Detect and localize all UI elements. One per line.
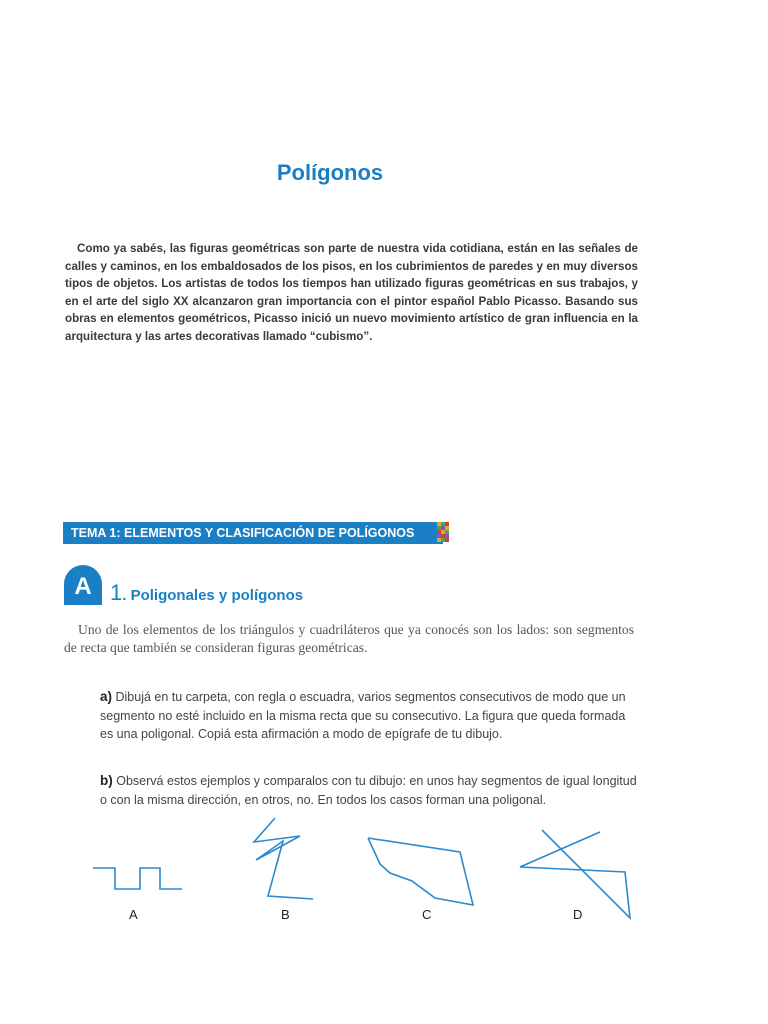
- exercise-a: [100, 688, 640, 744]
- exercise-b-label: b): [100, 773, 113, 788]
- polygonal-c: [368, 838, 473, 905]
- polygonal-a: [93, 868, 182, 889]
- exercise-a-label: a): [100, 689, 113, 704]
- polygonal-d: [520, 830, 630, 918]
- exercise-b: [100, 772, 640, 809]
- figure-label-b: B: [281, 907, 290, 922]
- page-title: Polígonos: [276, 160, 384, 185]
- body-paragraph: Uno de los elementos de los triángulos y cuadriláteros que ya conocés son los lados: son segmentos de recta que también se consideran figuras geométricas.: [64, 622, 634, 655]
- mosaic-decoration: [437, 522, 449, 544]
- polygonal-figures: [0, 810, 768, 950]
- figure-label-a: A: [129, 907, 138, 922]
- section-badge: A: [64, 565, 102, 605]
- exercise-a-text: Dibujá en tu carpeta, con regla o escuadra, varios segmentos consecutivos de modo que un segmento no esté incluido en la misma recta que su consecutivo. La figura que queda formada es una poligonal. Copiá esta afirmación a modo de epígrafe de tu dibujo.: [100, 690, 626, 741]
- figure-label-d: D: [573, 907, 583, 922]
- section-number: 1: [110, 580, 123, 605]
- intro-paragraph: Como ya sabés, las figuras geométricas son parte de nuestra vida cotidiana, están en las señales de calles y caminos, en los embaldosados de los pisos, en los cubrimientos de paredes y en muy diversos tipos de objetos. Los artistas de todos los tiempos han utilizado figuras geométricas en sus trabajos, y en el arte del siglo XX alcanzaron gran importancia con el pintor español Pablo Picasso. Basando sus obras en elementos geométricos, Picasso inició un nuevo movimiento artístico de gran influencia en la arquitectura y las artes decorativas llamado “cubismo”.: [65, 242, 638, 343]
- section-title: [110, 580, 303, 606]
- topic-banner: TEMA 1: ELEMENTOS Y CLASIFICACIÓN DE POLÍGONOS: [63, 522, 443, 544]
- section-title-text: . Poligonales y polígonos: [122, 587, 304, 604]
- figure-label-c: C: [422, 907, 432, 922]
- exercise-b-text: Observá estos ejemplos y comparalos con tu dibujo: en unos hay segmentos de igual longitud o con la misma dirección, en otros, no. En todos los casos forman una poligonal.: [100, 774, 637, 807]
- polygonal-b: [254, 818, 313, 899]
